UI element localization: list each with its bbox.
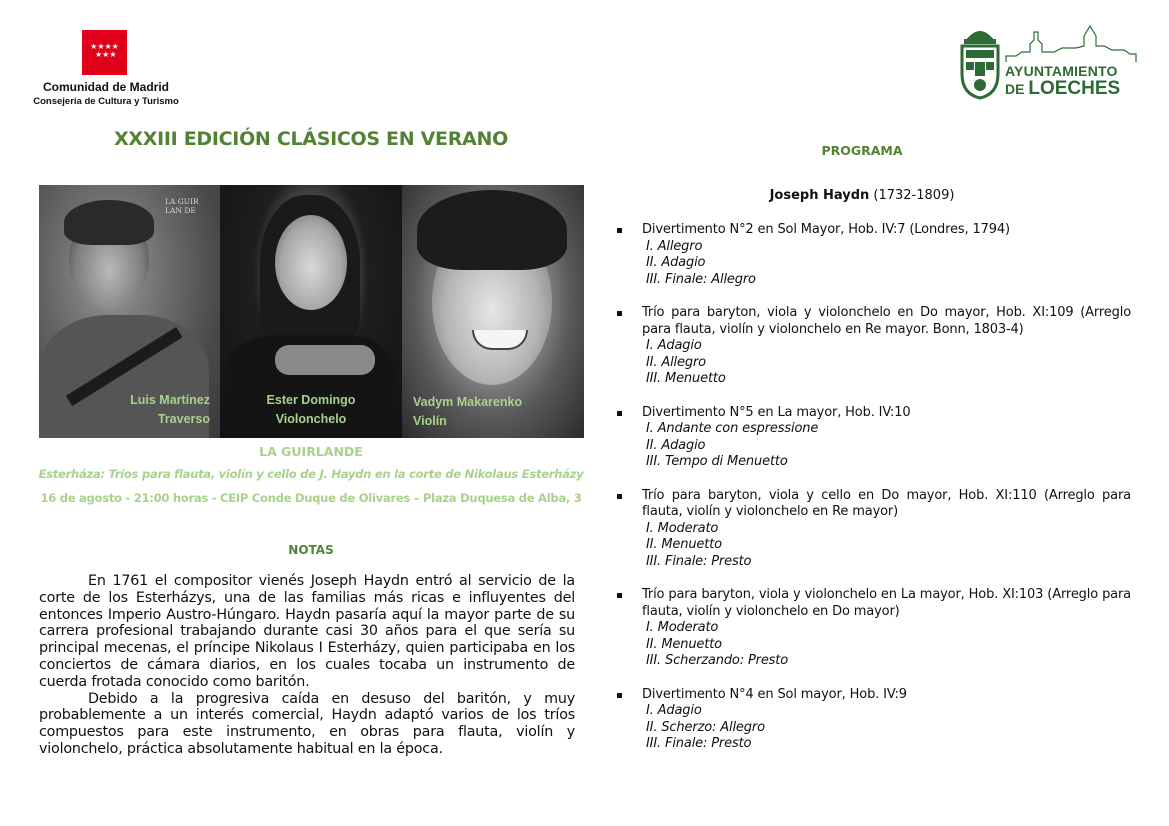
- movement: I. Andante con espressione: [646, 421, 819, 437]
- program-work: [617, 687, 1131, 753]
- photo-hair: [64, 200, 154, 245]
- notes-body: [39, 573, 575, 758]
- movement: II. Adagio: [646, 437, 706, 453]
- movement: I. Moderato: [646, 520, 719, 536]
- bullet-icon: [617, 494, 622, 499]
- work-title: Trío para baryton, viola y cello en Do mayor, Hob. XI:110 (Arreglo para flauta, violín y violonchelo en Re mayor): [642, 487, 1131, 520]
- program-work: [617, 222, 1131, 288]
- program-heading: PROGRAMA: [821, 143, 903, 158]
- movement: II. Allegro: [646, 354, 706, 370]
- movement: III. Scherzando: Presto: [646, 653, 789, 669]
- work-title: Trío para baryton, viola y violonchelo en La mayor, Hob. XI:103 (Arreglo para flauta, violín y violonchelo en Do mayor): [642, 587, 1131, 619]
- logo-line-2: [1005, 78, 1120, 100]
- notes-heading: NOTAS: [288, 543, 334, 557]
- bullet-icon: [617, 693, 622, 698]
- movement: III. Finale: Presto: [646, 553, 752, 569]
- program-work: [617, 405, 1131, 471]
- performer-name: Vadym Makarenko: [413, 395, 523, 409]
- movement: III. Finale: Presto: [646, 736, 752, 752]
- movement: II. Menuetto: [646, 636, 722, 652]
- performer-photo-1: [39, 185, 220, 438]
- photo-arm: [275, 345, 375, 375]
- performer-name: Ester Domingo: [266, 393, 356, 407]
- performer-caption-1: [130, 391, 210, 429]
- work-title: Divertimento N°5 en La mayor, Hob. IV:10: [642, 404, 911, 420]
- movement: II. Adagio: [646, 255, 706, 271]
- work-title: Divertimento N°4 en Sol mayor, Hob. IV:9: [642, 686, 907, 702]
- concert-subtitle: Esterháza: Tríos para flauta, violín y cello de J. Haydn en la corte de Nikolaus Esterházy: [38, 467, 584, 481]
- performer-caption-2: [220, 391, 402, 429]
- movement: II. Scherzo: Allegro: [646, 719, 765, 735]
- performer-name: Luis Martínez: [130, 393, 210, 407]
- performer-instrument: Traverso: [157, 412, 210, 426]
- bullet-icon: [617, 411, 622, 416]
- logo-line-2-main: LOECHES: [1028, 78, 1121, 99]
- movement: III. Finale: Allegro: [646, 271, 756, 287]
- movement: III. Menuetto: [646, 371, 726, 387]
- movement: I. Allegro: [646, 238, 703, 254]
- notes-paragraph: Debido a la progresiva caída en desuso del baritón, y muy probablemente a un interés comercial, Haydn adaptó varios de los tríos compuestos para este instrumento, en obras para flauta, violín y violonchelo, práctica absolutamente habitual en la época.: [39, 690, 575, 757]
- program-list: [617, 222, 1131, 770]
- movement: I. Adagio: [646, 703, 702, 719]
- comunidad-de-madrid-flag-icon: [82, 30, 127, 75]
- photo-face: [275, 215, 347, 310]
- performer-photo-2: [220, 185, 402, 438]
- composer-dates: (1732-1809): [873, 188, 955, 203]
- bullet-icon: [617, 228, 622, 233]
- movement: I. Adagio: [646, 338, 702, 354]
- logo-organization-name: Comunidad de Madrid: [43, 80, 169, 94]
- program-work: [617, 305, 1131, 388]
- performer-caption-3: [413, 393, 522, 431]
- performer-instrument: Violonchelo: [275, 412, 347, 426]
- photo-hair: [417, 190, 567, 270]
- composer-name: Joseph Haydn: [769, 188, 870, 203]
- concert-date-venue: 16 de agosto - 21:00 horas - CEIP Conde Duque de Olivares – Plaza Duquesa de Alba, 3: [40, 491, 582, 505]
- performers-photo: [39, 185, 584, 438]
- work-title: Divertimento N°2 en Sol Mayor, Hob. IV:7 (Londres, 1794): [642, 222, 1010, 237]
- logo-line-2-prefix: DE: [1005, 81, 1029, 97]
- ensemble-name: LA GUIRLANDE: [259, 444, 363, 459]
- performer-photo-3: [402, 185, 584, 438]
- logo-line-1: AYUNTAMIENTO: [1005, 63, 1118, 79]
- performer-instrument: Violín: [413, 414, 447, 428]
- bullet-icon: [617, 311, 622, 316]
- ensemble-mark: LA GUIR LAN DE: [165, 197, 199, 215]
- movement: II. Menuetto: [646, 537, 722, 553]
- program-work: [617, 488, 1131, 571]
- stars-icon: ★★★★ ★★★: [90, 42, 119, 59]
- notes-paragraph: En 1761 el compositor vienés Joseph Haydn entró al servicio de la corte de los Esterházys, una de las familias más ricas e influyentes del entonces Imperio Austro-Húngaro. Haydn pasaría aquí la mayor parte de su carrera profesional trabajando durante casi 30 años para el que sería su principal mecenas, el príncipe Nikolaus I Esterházy, quien participaba en los conciertos de cámara diarios, en los cuales tocaba un instrumento de cuerda frotada conocido como baritón.: [39, 573, 575, 690]
- movement: I. Moderato: [646, 620, 719, 636]
- work-title: Trío para baryton, viola y violonchelo en Do mayor, Hob. XI:109 (Arreglo para flauta, violín y violonchelo en Re mayor. Bonn, 1803-4): [642, 304, 1131, 337]
- logo-department-name: Consejería de Cultura y Turismo: [33, 96, 179, 107]
- event-title: XXXIII EDICIÓN CLÁSICOS EN VERANO: [114, 128, 508, 150]
- movement: III. Tempo di Menuetto: [646, 454, 788, 470]
- bullet-icon: [617, 593, 622, 598]
- program-work: [617, 587, 1131, 670]
- composer-line: [600, 188, 1124, 203]
